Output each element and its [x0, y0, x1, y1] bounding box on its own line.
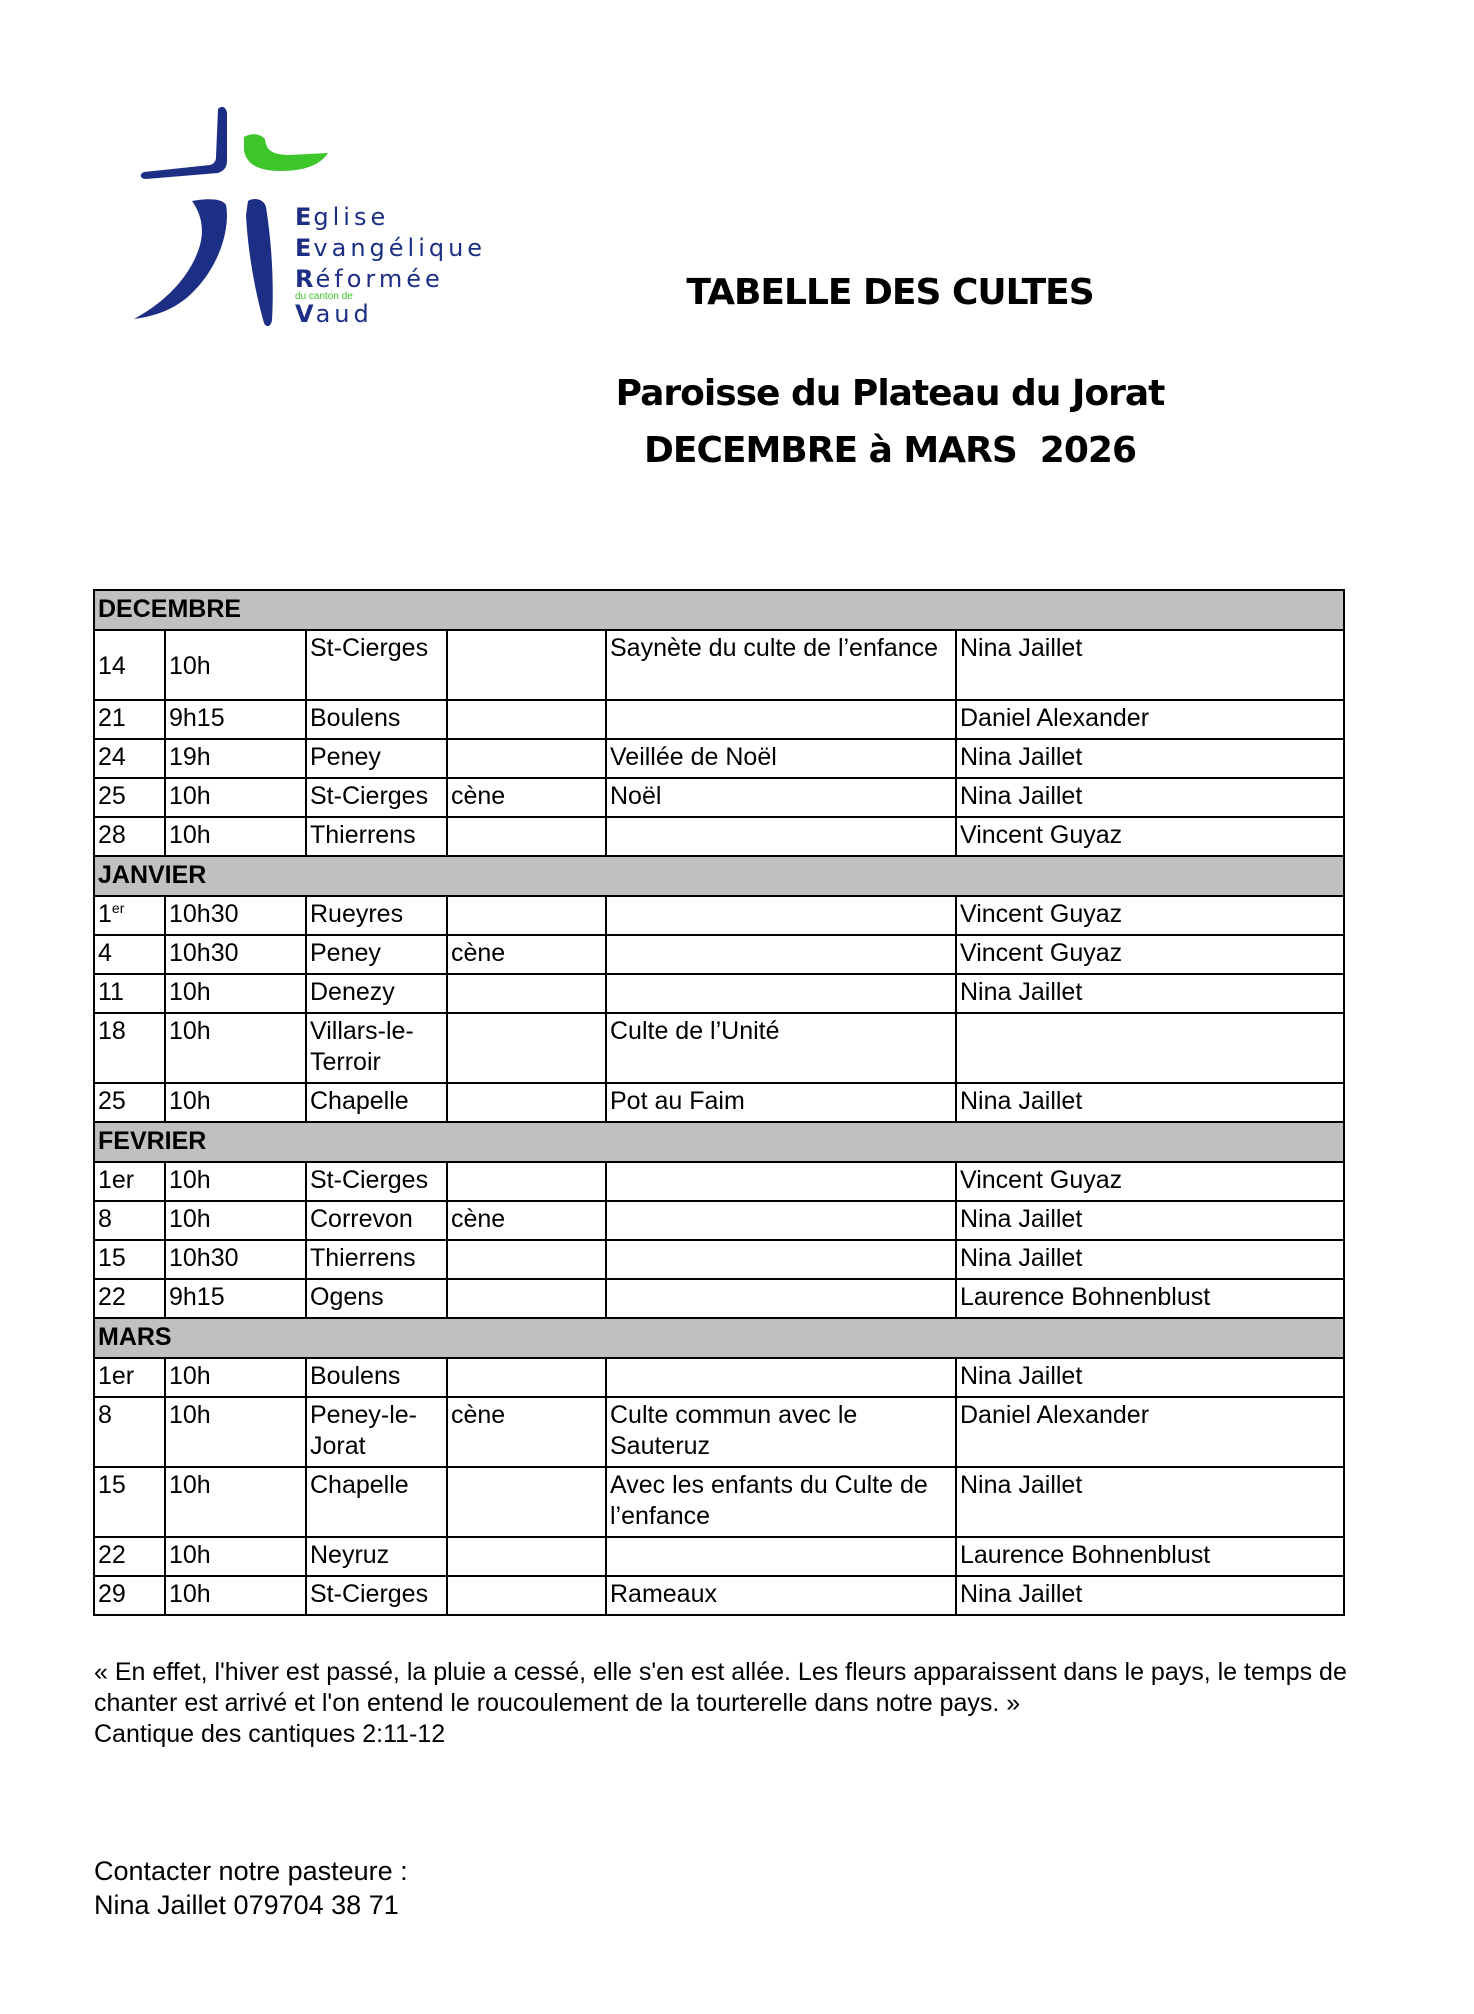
- service-row: [94, 817, 1344, 856]
- cell-time: 9h15: [165, 700, 306, 739]
- cell-minister: Nina Jaillet: [956, 1083, 1344, 1122]
- cell-day: [94, 739, 165, 778]
- cell-place: Ogens: [306, 1279, 447, 1318]
- cell-minister: Laurence Bohnenblust: [956, 1279, 1344, 1318]
- contact-line: Nina Jaillet 079704 38 71: [94, 1890, 399, 1920]
- day-number: 4: [98, 939, 112, 967]
- cell-time: 10h: [165, 1397, 306, 1467]
- cell-place: Rueyres: [306, 896, 447, 935]
- service-row: [94, 935, 1344, 974]
- day-number: 11: [98, 978, 124, 1006]
- day-number: 25: [98, 782, 126, 810]
- bible-quote: [94, 1657, 1354, 1750]
- cell-day: [94, 1162, 165, 1201]
- cell-cene: [447, 1240, 606, 1279]
- month-header: MARS: [94, 1318, 1344, 1358]
- schedule-table: [93, 589, 1345, 1616]
- cell-event: Culte de l’Unité: [606, 1013, 956, 1083]
- service-row: [94, 896, 1344, 935]
- service-row: [94, 700, 1344, 739]
- cell-place: Boulens: [306, 700, 447, 739]
- cell-event: [606, 700, 956, 739]
- eerv-logo: [130, 95, 490, 355]
- cell-day: [94, 1083, 165, 1122]
- cell-day: [94, 1358, 165, 1397]
- cell-cene: [447, 1467, 606, 1537]
- cell-minister: Nina Jaillet: [956, 739, 1344, 778]
- cell-place: Neyruz: [306, 1537, 447, 1576]
- contact-label: Contacter notre pasteure :: [94, 1856, 408, 1886]
- cell-day: [94, 1397, 165, 1467]
- cell-time: 9h15: [165, 1279, 306, 1318]
- month-header: FEVRIER: [94, 1122, 1344, 1162]
- cell-cene: [447, 1358, 606, 1397]
- cell-event: Avec les enfants du Culte de l’enfance: [606, 1467, 956, 1537]
- logo-word: glise: [313, 203, 390, 231]
- contact-block: [94, 1854, 408, 1922]
- cell-event: Veillée de Noël: [606, 739, 956, 778]
- cell-time: 10h: [165, 817, 306, 856]
- cell-place: St-Cierges: [306, 1162, 447, 1201]
- cell-day: [94, 1279, 165, 1318]
- day-number: 1: [98, 900, 112, 928]
- cell-place: Villars-le-Terroir: [306, 1013, 447, 1083]
- cell-time: 10h: [165, 1537, 306, 1576]
- cell-event: [606, 896, 956, 935]
- service-row: [94, 1576, 1344, 1615]
- day-number: 8: [98, 1205, 112, 1233]
- logo-initial: V: [295, 300, 316, 328]
- cell-event: [606, 1279, 956, 1318]
- cell-day: [94, 974, 165, 1013]
- cell-time: 19h: [165, 739, 306, 778]
- cell-day: [94, 1467, 165, 1537]
- cell-place: Thierrens: [306, 817, 447, 856]
- service-row: [94, 1467, 1344, 1537]
- service-row: [94, 739, 1344, 778]
- service-row: [94, 1537, 1344, 1576]
- day-number: 22: [98, 1541, 126, 1569]
- day-number: 8: [98, 1401, 112, 1429]
- cell-event: [606, 817, 956, 856]
- service-row: [94, 1240, 1344, 1279]
- cell-event: [606, 1201, 956, 1240]
- cell-cene: [447, 739, 606, 778]
- quote-reference: Cantique des cantiques 2:11-12: [94, 1720, 446, 1748]
- cell-place: Denezy: [306, 974, 447, 1013]
- logo-initial: R: [295, 265, 316, 293]
- cell-day: [94, 700, 165, 739]
- cell-place: Peney: [306, 935, 447, 974]
- logo-initial: E: [295, 203, 314, 231]
- cell-time: 10h: [165, 630, 306, 700]
- day-number: 29: [98, 1580, 126, 1608]
- cell-event: Culte commun avec le Sauteruz: [606, 1397, 956, 1467]
- service-row: [94, 974, 1344, 1013]
- logo-word: aud: [315, 300, 373, 328]
- day-number: 15: [98, 1244, 126, 1272]
- month-header-row: [94, 856, 1344, 896]
- cell-cene: [447, 1013, 606, 1083]
- cell-cene: cène: [447, 1397, 606, 1467]
- cell-minister: Nina Jaillet: [956, 1467, 1344, 1537]
- month-header-row: [94, 590, 1344, 630]
- day-number: 21: [98, 704, 126, 732]
- day-number: 1er: [98, 1362, 135, 1390]
- cell-cene: [447, 817, 606, 856]
- logo-text: [295, 202, 486, 330]
- month-header: JANVIER: [94, 856, 1344, 896]
- cell-event: [606, 974, 956, 1013]
- service-row: [94, 778, 1344, 817]
- cell-minister: Nina Jaillet: [956, 1240, 1344, 1279]
- cell-cene: [447, 1537, 606, 1576]
- cell-event: [606, 935, 956, 974]
- cell-cene: [447, 1162, 606, 1201]
- cell-minister: Nina Jaillet: [956, 974, 1344, 1013]
- cell-minister: Nina Jaillet: [956, 1201, 1344, 1240]
- day-number: 24: [98, 743, 126, 771]
- cell-place: Correvon: [306, 1201, 447, 1240]
- cell-time: 10h: [165, 1083, 306, 1122]
- cell-minister: Nina Jaillet: [956, 1576, 1344, 1615]
- cell-day: [94, 1201, 165, 1240]
- logo-word: éformée: [315, 265, 444, 293]
- cell-cene: [447, 896, 606, 935]
- cell-cene: cène: [447, 1201, 606, 1240]
- logo-word: vangélique: [313, 234, 487, 262]
- cell-day: [94, 1537, 165, 1576]
- cell-minister: Nina Jaillet: [956, 1358, 1344, 1397]
- cell-time: 10h: [165, 1013, 306, 1083]
- cell-time: 10h: [165, 1358, 306, 1397]
- cell-cene: cène: [447, 935, 606, 974]
- cell-time: 10h: [165, 1162, 306, 1201]
- cell-event: [606, 1358, 956, 1397]
- day-number: 1er: [98, 1166, 135, 1194]
- cell-place: Peney-le-Jorat: [306, 1397, 447, 1467]
- day-number: 15: [98, 1471, 126, 1499]
- cell-minister: Vincent Guyaz: [956, 896, 1344, 935]
- service-row: [94, 1358, 1344, 1397]
- parish-name: Paroisse du Plateau du Jorat: [615, 373, 1165, 414]
- cell-minister: Vincent Guyaz: [956, 817, 1344, 856]
- cell-day: [94, 1240, 165, 1279]
- day-number: 25: [98, 1087, 126, 1115]
- cell-cene: [447, 1083, 606, 1122]
- logo-initial: E: [295, 234, 314, 262]
- cell-time: 10h: [165, 778, 306, 817]
- service-row: [94, 630, 1344, 700]
- cell-minister: [956, 1013, 1344, 1083]
- cell-time: 10h30: [165, 1240, 306, 1279]
- cell-time: 10h: [165, 1576, 306, 1615]
- cell-day: [94, 778, 165, 817]
- service-row: [94, 1201, 1344, 1240]
- cell-place: St-Cierges: [306, 1576, 447, 1615]
- document-title: TABELLE DES CULTES: [686, 272, 1094, 313]
- cell-cene: [447, 700, 606, 739]
- cell-day: [94, 1576, 165, 1615]
- cell-day: [94, 935, 165, 974]
- cell-event: Rameaux: [606, 1576, 956, 1615]
- cell-place: Thierrens: [306, 1240, 447, 1279]
- cell-event: [606, 1162, 956, 1201]
- service-row: [94, 1083, 1344, 1122]
- cell-time: 10h30: [165, 896, 306, 935]
- cell-day: [94, 1013, 165, 1083]
- cell-place: St-Cierges: [306, 630, 447, 700]
- service-row: [94, 1279, 1344, 1318]
- cell-event: [606, 1537, 956, 1576]
- cell-cene: [447, 1279, 606, 1318]
- cell-day: [94, 896, 165, 935]
- cell-minister: Laurence Bohnenblust: [956, 1537, 1344, 1576]
- cell-cene: [447, 1576, 606, 1615]
- month-header-row: [94, 1122, 1344, 1162]
- cell-time: 10h: [165, 1467, 306, 1537]
- cell-cene: [447, 630, 606, 700]
- cell-place: Peney: [306, 739, 447, 778]
- period: DECEMBRE à MARS 2026: [643, 430, 1137, 471]
- cell-day: [94, 817, 165, 856]
- day-number: 22: [98, 1283, 126, 1311]
- cell-event: Pot au Faim: [606, 1083, 956, 1122]
- service-row: [94, 1397, 1344, 1467]
- logo-small-text: du canton de: [295, 291, 353, 302]
- cell-minister: Nina Jaillet: [956, 778, 1344, 817]
- month-header: DECEMBRE: [94, 590, 1344, 630]
- service-row: [94, 1162, 1344, 1201]
- document-subtitle: [590, 365, 1190, 479]
- cell-place: Chapelle: [306, 1467, 447, 1537]
- cell-minister: Daniel Alexander: [956, 1397, 1344, 1467]
- cell-minister: Vincent Guyaz: [956, 935, 1344, 974]
- cell-place: St-Cierges: [306, 778, 447, 817]
- service-row: [94, 1013, 1344, 1083]
- cell-minister: Nina Jaillet: [956, 630, 1344, 700]
- cell-time: 10h: [165, 1201, 306, 1240]
- cell-time: 10h: [165, 974, 306, 1013]
- cell-place: Chapelle: [306, 1083, 447, 1122]
- month-header-row: [94, 1318, 1344, 1358]
- cell-minister: Daniel Alexander: [956, 700, 1344, 739]
- cell-time: 10h30: [165, 935, 306, 974]
- quote-text: « En effet, l'hiver est passé, la pluie a cessé, elle s'en est allée. Les fleurs apparaissent dans le pays, le temps de chanter est arrivé et l'on entend le roucoulement de la tourterelle dans notre pays. »: [94, 1658, 1347, 1717]
- cell-cene: [447, 974, 606, 1013]
- cell-event: Noël: [606, 778, 956, 817]
- day-number: 14: [98, 651, 126, 680]
- cell-day: [94, 630, 165, 700]
- cell-place: Boulens: [306, 1358, 447, 1397]
- day-number: 28: [98, 821, 126, 849]
- day-ordinal-suffix: er: [111, 900, 125, 916]
- cell-event: Saynète du culte de l’enfance: [606, 630, 956, 700]
- cell-cene: cène: [447, 778, 606, 817]
- cell-minister: Vincent Guyaz: [956, 1162, 1344, 1201]
- cell-event: [606, 1240, 956, 1279]
- day-number: 18: [98, 1017, 126, 1045]
